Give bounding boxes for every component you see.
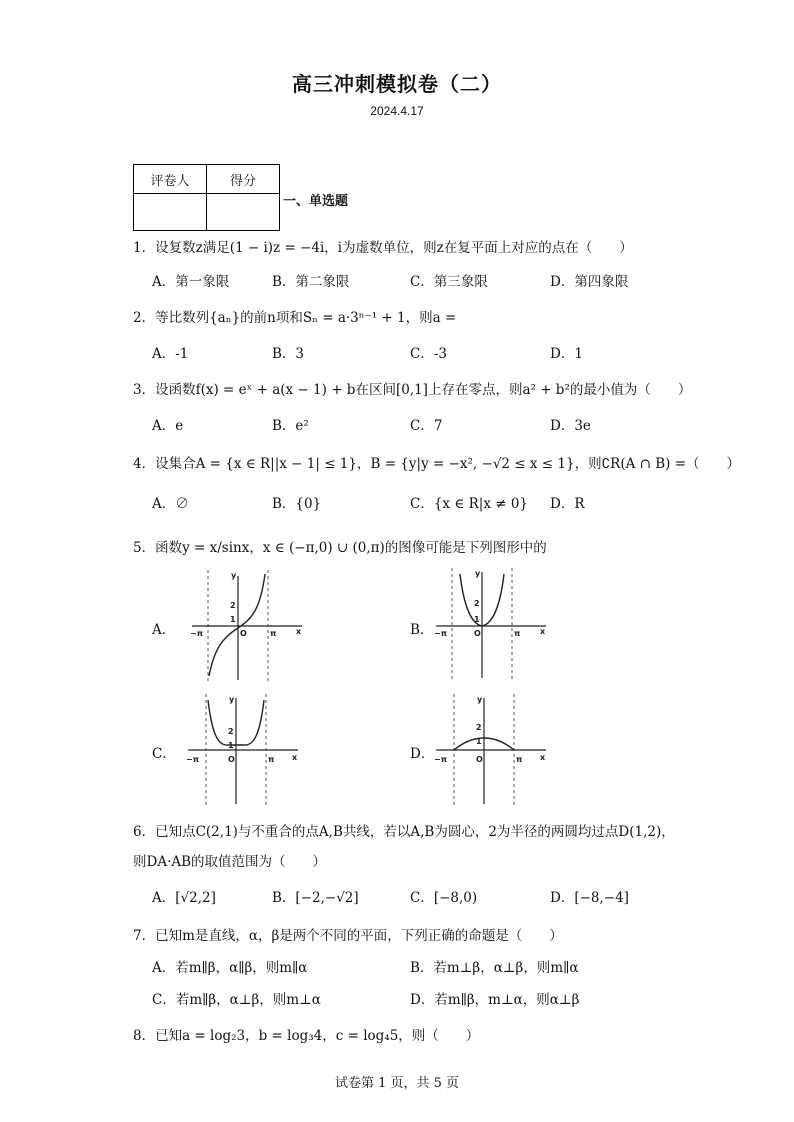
q7-option-a: A．若m∥β，α∥β，则m∥α	[152, 960, 308, 976]
exam-date: 2024.4.17	[370, 104, 424, 118]
graph-d-x-label: x	[540, 753, 546, 762]
graph-d	[432, 694, 552, 806]
q2-option-d: D．1	[550, 346, 583, 362]
question-8-stem: 8．已知a = log₂3，b = log₃4，c = log₄5，则（ ）	[133, 1028, 480, 1044]
q4-option-d: D．R	[550, 496, 585, 512]
q1-option-a: A．第一象限	[152, 274, 230, 290]
graph-c-x-label: x	[292, 753, 298, 762]
q2-option-a: A．-1	[152, 346, 189, 362]
graph-c-tick-1: 1	[228, 741, 234, 750]
graph-b-tick-1: 1	[474, 615, 480, 624]
q3-option-b: B．e²	[272, 418, 309, 434]
graph-d-tick-2: 2	[476, 723, 482, 732]
q4-option-c: C．{x ∈ R|x ≠ 0}	[410, 496, 529, 512]
graph-a	[188, 570, 308, 682]
score-header: 得分	[207, 165, 280, 194]
graph-d-tick-1: 1	[476, 737, 482, 746]
q3-option-d: D．3e	[550, 418, 591, 434]
graph-a-x-label: x	[296, 627, 302, 636]
q5-option-a: A．	[152, 622, 176, 638]
q6-option-c: C．[−8,0)	[410, 890, 478, 906]
q1-option-c: C．第三象限	[410, 274, 488, 290]
q5-option-b: B．	[410, 622, 434, 638]
q5-option-d: D．	[410, 746, 435, 762]
graph-d-y-label: y	[477, 695, 483, 704]
graph-d-neg-pi: −π	[434, 755, 448, 764]
question-1-stem: 1．设复数z满足(1 − i)z = −4i，i为虚数单位，则z在复平面上对应的点在（ ）	[133, 240, 633, 256]
q1-option-b: B．第二象限	[272, 274, 350, 290]
question-7-stem: 7．已知m是直线，α，β是两个不同的平面，下列正确的命题是（ ）	[133, 928, 563, 944]
graph-a-tick-2: 2	[230, 601, 236, 610]
graph-a-neg-pi: −π	[190, 629, 204, 638]
page-title: 高三冲刺模拟卷（二）	[292, 72, 502, 96]
q7-option-d: D．若m∥β，m⊥α，则α⊥β	[410, 992, 580, 1008]
question-5-stem: 5．函数y = x/sinx，x ∈ (−π,0) ∪ (0,π)的图像可能是下列图形中的	[133, 540, 547, 556]
question-2-stem: 2．等比数列{aₙ}的前n项和Sₙ = a·3ⁿ⁻¹ + 1，则a =	[133, 310, 457, 326]
graph-c	[184, 694, 304, 806]
graph-a-tick-1: 1	[230, 615, 236, 624]
graph-b-neg-pi: −π	[434, 629, 448, 638]
graph-b-y-label: y	[475, 569, 481, 578]
grader-header: 评卷人	[134, 165, 207, 194]
graph-b-tick-2: 2	[474, 599, 480, 608]
q6-option-b: B．[−2,−√2]	[272, 890, 359, 906]
question-6-stem-line2: 则DA·AB的取值范围为（ ）	[133, 854, 327, 870]
graph-d-origin: O	[476, 755, 483, 764]
q7-option-c: C．若m∥β，α⊥β，则m⊥α	[152, 992, 321, 1008]
q7-option-b: B．若m⊥β，α⊥β，则m∥α	[410, 960, 579, 976]
question-6-stem: 6．已知点C(2,1)与不重合的点A,B共线，若以A,B为圆心，2为半径的两圆均过点D(1,2)，	[133, 824, 675, 840]
score-cell	[207, 194, 280, 231]
q6-option-a: A．[√2,2]	[152, 890, 216, 906]
graph-b-x-label: x	[540, 627, 546, 636]
q1-option-d: D．第四象限	[550, 274, 629, 290]
score-table	[133, 164, 280, 231]
section-heading: 一、单选题	[283, 194, 349, 209]
graph-c-origin: O	[228, 755, 235, 764]
graph-c-tick-2: 2	[228, 727, 234, 736]
q3-option-a: A．e	[152, 418, 184, 434]
graph-b	[432, 568, 552, 680]
graph-a-pi: π	[270, 629, 277, 638]
grader-cell	[134, 194, 207, 231]
question-3-stem: 3．设函数f(x) = eˣ + a(x − 1) + b在区间[0,1]上存在零点，则a² + b²的最小值为（ ）	[133, 382, 692, 398]
graph-c-pi: π	[268, 755, 275, 764]
q2-option-b: B．3	[272, 346, 305, 362]
graph-a-y-label: y	[231, 571, 237, 580]
graph-d-pi: π	[516, 755, 523, 764]
q6-option-d: D．[−8,−4]	[550, 890, 629, 906]
q5-option-c: C．	[152, 746, 176, 762]
question-4-stem: 4．设集合A = {x ∈ R||x − 1| ≤ 1}，B = {y|y = −x², −√2 ≤ x ≤ 1}，则∁R(A ∩ B) =（ ）	[133, 456, 741, 472]
q3-option-c: C．7	[410, 418, 443, 434]
graph-b-origin: O	[474, 629, 481, 638]
q2-option-c: C．-3	[410, 346, 447, 362]
page-footer: 试卷第 1 页，共 5 页	[334, 1076, 460, 1091]
graph-c-y-label: y	[229, 695, 235, 704]
graph-a-origin: O	[240, 629, 247, 638]
q4-option-a: A．∅	[152, 496, 189, 512]
graph-c-neg-pi: −π	[186, 755, 200, 764]
q4-option-b: B．{0}	[272, 496, 322, 512]
graph-b-pi: π	[514, 629, 521, 638]
